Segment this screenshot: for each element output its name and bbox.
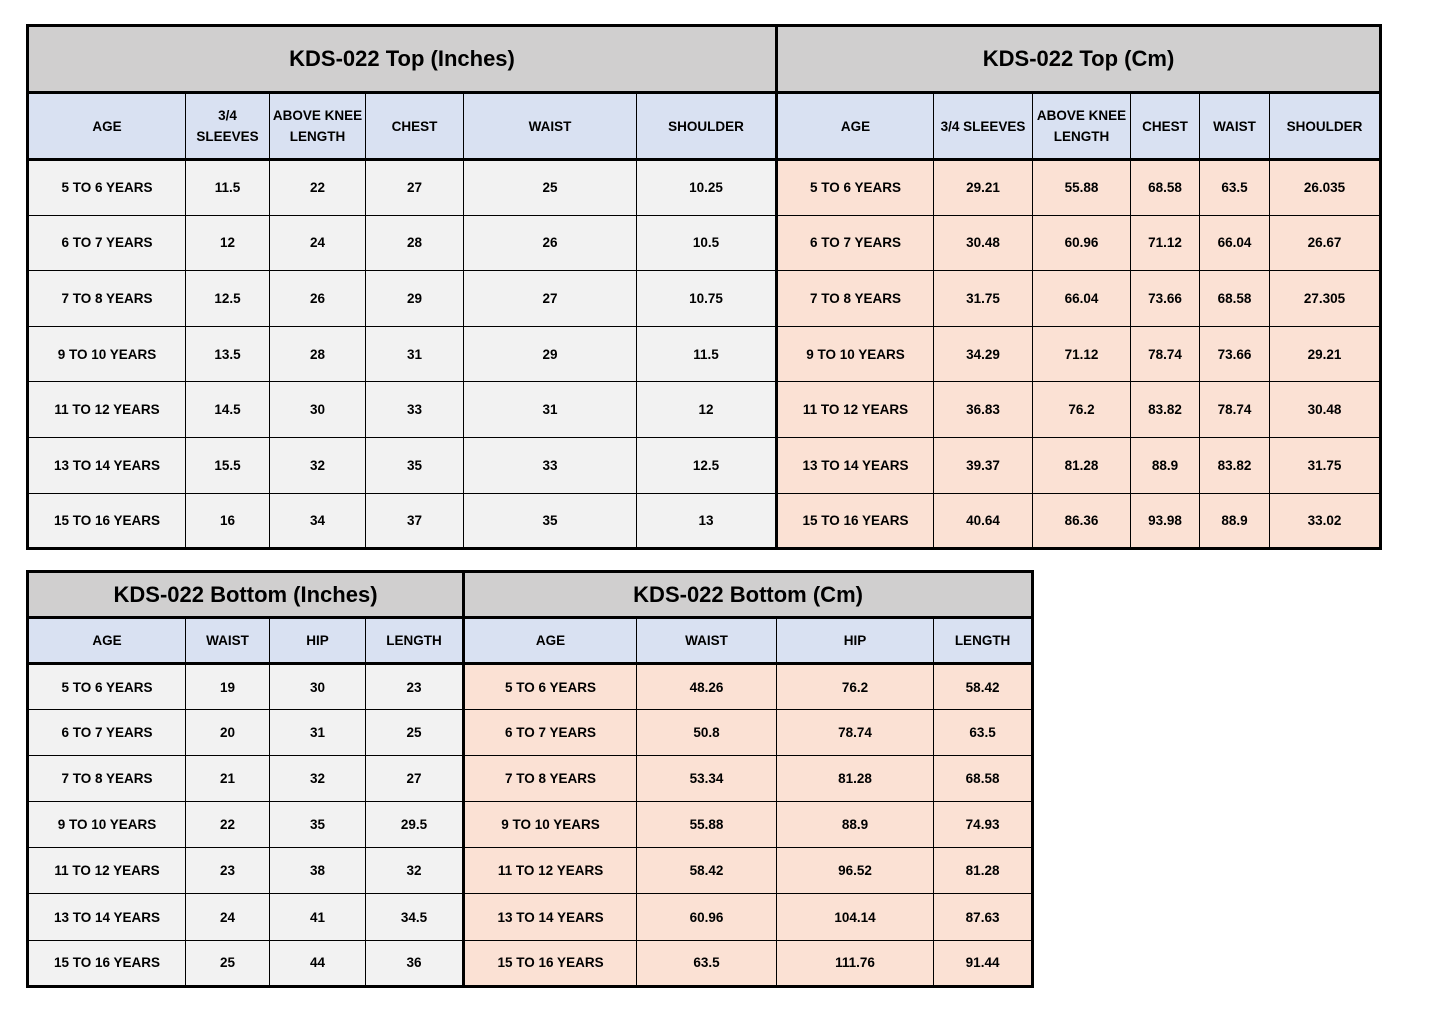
bottom-cm-title: KDS-022 Bottom (Cm): [464, 572, 1033, 618]
measurement-cell: 12: [186, 215, 270, 271]
measurement-cell: 11.5: [637, 326, 777, 382]
measurement-cell: 73.66: [1200, 326, 1270, 382]
measurement-cell: 30: [270, 664, 366, 710]
column-header: 3/4 SLEEVES: [186, 93, 270, 160]
age-cell: 6 TO 7 YEARS: [28, 710, 186, 756]
measurement-cell: 63.5: [934, 710, 1033, 756]
measurement-cell: 12.5: [637, 437, 777, 493]
measurement-cell: 10.75: [637, 271, 777, 327]
measurement-cell: 58.42: [637, 848, 777, 894]
measurement-cell: 66.04: [1033, 271, 1131, 327]
measurement-cell: 21: [186, 756, 270, 802]
measurement-cell: 31.75: [1270, 437, 1381, 493]
measurement-cell: 13: [637, 493, 777, 549]
measurement-cell: 25: [464, 160, 637, 216]
measurement-cell: 30.48: [1270, 382, 1381, 438]
measurement-cell: 88.9: [777, 802, 934, 848]
measurement-cell: 104.14: [777, 894, 934, 940]
age-cell: 9 TO 10 YEARS: [777, 326, 934, 382]
table-row: [28, 160, 1381, 216]
column-header: AGE: [28, 618, 186, 664]
table-row: [28, 894, 1033, 940]
measurement-cell: 29: [464, 326, 637, 382]
measurement-cell: 33: [464, 437, 637, 493]
table-row: [28, 326, 1381, 382]
measurement-cell: 26.67: [1270, 215, 1381, 271]
measurement-cell: 27: [366, 756, 464, 802]
age-cell: 6 TO 7 YEARS: [28, 215, 186, 271]
measurement-cell: 81.28: [777, 756, 934, 802]
measurement-cell: 34.29: [934, 326, 1033, 382]
top-cm-title: KDS-022 Top (Cm): [777, 26, 1381, 93]
column-header: CHEST: [366, 93, 464, 160]
measurement-cell: 58.42: [934, 664, 1033, 710]
measurement-cell: 33: [366, 382, 464, 438]
measurement-cell: 35: [464, 493, 637, 549]
measurement-cell: 12.5: [186, 271, 270, 327]
column-header: AGE: [464, 618, 637, 664]
measurement-cell: 31: [366, 326, 464, 382]
bottom-inches-title: KDS-022 Bottom (Inches): [28, 572, 464, 618]
column-header: LENGTH: [366, 618, 464, 664]
measurement-cell: 28: [270, 326, 366, 382]
measurement-cell: 32: [270, 437, 366, 493]
measurement-cell: 50.8: [637, 710, 777, 756]
measurement-cell: 10.25: [637, 160, 777, 216]
bottom-body: [28, 664, 1033, 987]
age-cell: 13 TO 14 YEARS: [777, 437, 934, 493]
measurement-cell: 41: [270, 894, 366, 940]
measurement-cell: 63.5: [1200, 160, 1270, 216]
age-cell: 6 TO 7 YEARS: [777, 215, 934, 271]
age-cell: 5 TO 6 YEARS: [28, 664, 186, 710]
column-header: AGE: [28, 93, 186, 160]
age-cell: 13 TO 14 YEARS: [464, 894, 637, 940]
column-header: LENGTH: [934, 618, 1033, 664]
measurement-cell: 38: [270, 848, 366, 894]
table-row: [28, 437, 1381, 493]
measurement-cell: 93.98: [1131, 493, 1200, 549]
column-header: AGE: [777, 93, 934, 160]
table-row: [28, 756, 1033, 802]
measurement-cell: 27: [366, 160, 464, 216]
measurement-cell: 73.66: [1131, 271, 1200, 327]
measurement-cell: 32: [366, 848, 464, 894]
table-row: [28, 493, 1381, 549]
measurement-cell: 36.83: [934, 382, 1033, 438]
age-cell: 15 TO 16 YEARS: [28, 493, 186, 549]
measurement-cell: 81.28: [934, 848, 1033, 894]
measurement-cell: 19: [186, 664, 270, 710]
table-row: [28, 382, 1381, 438]
measurement-cell: 13.5: [186, 326, 270, 382]
measurement-cell: 71.12: [1033, 326, 1131, 382]
age-cell: 11 TO 12 YEARS: [28, 848, 186, 894]
measurement-cell: 81.28: [1033, 437, 1131, 493]
measurement-cell: 24: [186, 894, 270, 940]
table-row: [28, 848, 1033, 894]
top-title-row: [28, 26, 1381, 93]
measurement-cell: 68.58: [1200, 271, 1270, 327]
measurement-cell: 91.44: [934, 940, 1033, 986]
top-inches-title: KDS-022 Top (Inches): [28, 26, 777, 93]
measurement-cell: 76.2: [777, 664, 934, 710]
measurement-cell: 23: [366, 664, 464, 710]
measurement-cell: 31: [464, 382, 637, 438]
measurement-cell: 83.82: [1131, 382, 1200, 438]
column-header: WAIST: [464, 93, 637, 160]
age-cell: 5 TO 6 YEARS: [28, 160, 186, 216]
age-cell: 7 TO 8 YEARS: [28, 271, 186, 327]
measurement-cell: 74.93: [934, 802, 1033, 848]
age-cell: 11 TO 12 YEARS: [777, 382, 934, 438]
column-header: HIP: [270, 618, 366, 664]
measurement-cell: 31.75: [934, 271, 1033, 327]
table-row: [28, 710, 1033, 756]
bottom-title-row: [28, 572, 1033, 618]
top-size-chart-table: [26, 24, 1382, 550]
measurement-cell: 29.21: [934, 160, 1033, 216]
measurement-cell: 27.305: [1270, 271, 1381, 327]
measurement-cell: 36: [366, 940, 464, 986]
measurement-cell: 22: [186, 802, 270, 848]
measurement-cell: 68.58: [934, 756, 1033, 802]
measurement-cell: 96.52: [777, 848, 934, 894]
measurement-cell: 20: [186, 710, 270, 756]
measurement-cell: 55.88: [1033, 160, 1131, 216]
measurement-cell: 40.64: [934, 493, 1033, 549]
age-cell: 15 TO 16 YEARS: [28, 940, 186, 986]
age-cell: 11 TO 12 YEARS: [28, 382, 186, 438]
measurement-cell: 35: [270, 802, 366, 848]
measurement-cell: 30: [270, 382, 366, 438]
measurement-cell: 53.34: [637, 756, 777, 802]
age-cell: 7 TO 8 YEARS: [777, 271, 934, 327]
measurement-cell: 32: [270, 756, 366, 802]
age-cell: 11 TO 12 YEARS: [464, 848, 637, 894]
measurement-cell: 30.48: [934, 215, 1033, 271]
age-cell: 13 TO 14 YEARS: [28, 894, 186, 940]
age-cell: 7 TO 8 YEARS: [464, 756, 637, 802]
measurement-cell: 27: [464, 271, 637, 327]
column-header: WAIST: [186, 618, 270, 664]
measurement-cell: 60.96: [1033, 215, 1131, 271]
bottom-size-chart-table: [26, 570, 1034, 988]
age-cell: 5 TO 6 YEARS: [464, 664, 637, 710]
table-row: [28, 664, 1033, 710]
top-body: [28, 160, 1381, 549]
measurement-cell: 15.5: [186, 437, 270, 493]
measurement-cell: 83.82: [1200, 437, 1270, 493]
measurement-cell: 55.88: [637, 802, 777, 848]
measurement-cell: 34.5: [366, 894, 464, 940]
measurement-cell: 23: [186, 848, 270, 894]
measurement-cell: 88.9: [1131, 437, 1200, 493]
measurement-cell: 48.26: [637, 664, 777, 710]
measurement-cell: 78.74: [777, 710, 934, 756]
measurement-cell: 44: [270, 940, 366, 986]
bottom-header-row: [28, 618, 1033, 664]
measurement-cell: 26.035: [1270, 160, 1381, 216]
measurement-cell: 26: [270, 271, 366, 327]
table-row: [28, 271, 1381, 327]
age-cell: 9 TO 10 YEARS: [464, 802, 637, 848]
measurement-cell: 24: [270, 215, 366, 271]
column-header: WAIST: [1200, 93, 1270, 160]
measurement-cell: 14.5: [186, 382, 270, 438]
measurement-cell: 34: [270, 493, 366, 549]
measurement-cell: 10.5: [637, 215, 777, 271]
measurement-cell: 28: [366, 215, 464, 271]
age-cell: 15 TO 16 YEARS: [777, 493, 934, 549]
table-row: [28, 215, 1381, 271]
age-cell: 6 TO 7 YEARS: [464, 710, 637, 756]
measurement-cell: 111.76: [777, 940, 934, 986]
table-row: [28, 940, 1033, 986]
age-cell: 7 TO 8 YEARS: [28, 756, 186, 802]
measurement-cell: 26: [464, 215, 637, 271]
top-header-row: [28, 93, 1381, 160]
measurement-cell: 88.9: [1200, 493, 1270, 549]
measurement-cell: 31: [270, 710, 366, 756]
measurement-cell: 11.5: [186, 160, 270, 216]
measurement-cell: 29: [366, 271, 464, 327]
measurement-cell: 33.02: [1270, 493, 1381, 549]
measurement-cell: 87.63: [934, 894, 1033, 940]
measurement-cell: 78.74: [1200, 382, 1270, 438]
age-cell: 15 TO 16 YEARS: [464, 940, 637, 986]
measurement-cell: 63.5: [637, 940, 777, 986]
measurement-cell: 29.5: [366, 802, 464, 848]
measurement-cell: 86.36: [1033, 493, 1131, 549]
measurement-cell: 16: [186, 493, 270, 549]
column-header: ABOVE KNEE LENGTH: [270, 93, 366, 160]
column-header: ABOVE KNEE LENGTH: [1033, 93, 1131, 160]
measurement-cell: 37: [366, 493, 464, 549]
measurement-cell: 39.37: [934, 437, 1033, 493]
measurement-cell: 68.58: [1131, 160, 1200, 216]
age-cell: 9 TO 10 YEARS: [28, 802, 186, 848]
column-header: SHOULDER: [1270, 93, 1381, 160]
measurement-cell: 25: [186, 940, 270, 986]
measurement-cell: 78.74: [1131, 326, 1200, 382]
column-header: 3/4 SLEEVES: [934, 93, 1033, 160]
measurement-cell: 60.96: [637, 894, 777, 940]
measurement-cell: 71.12: [1131, 215, 1200, 271]
measurement-cell: 12: [637, 382, 777, 438]
measurement-cell: 35: [366, 437, 464, 493]
age-cell: 9 TO 10 YEARS: [28, 326, 186, 382]
column-header: SHOULDER: [637, 93, 777, 160]
column-header: CHEST: [1131, 93, 1200, 160]
column-header: WAIST: [637, 618, 777, 664]
column-header: HIP: [777, 618, 934, 664]
age-cell: 13 TO 14 YEARS: [28, 437, 186, 493]
measurement-cell: 29.21: [1270, 326, 1381, 382]
measurement-cell: 22: [270, 160, 366, 216]
measurement-cell: 76.2: [1033, 382, 1131, 438]
measurement-cell: 25: [366, 710, 464, 756]
measurement-cell: 66.04: [1200, 215, 1270, 271]
table-row: [28, 802, 1033, 848]
age-cell: 5 TO 6 YEARS: [777, 160, 934, 216]
